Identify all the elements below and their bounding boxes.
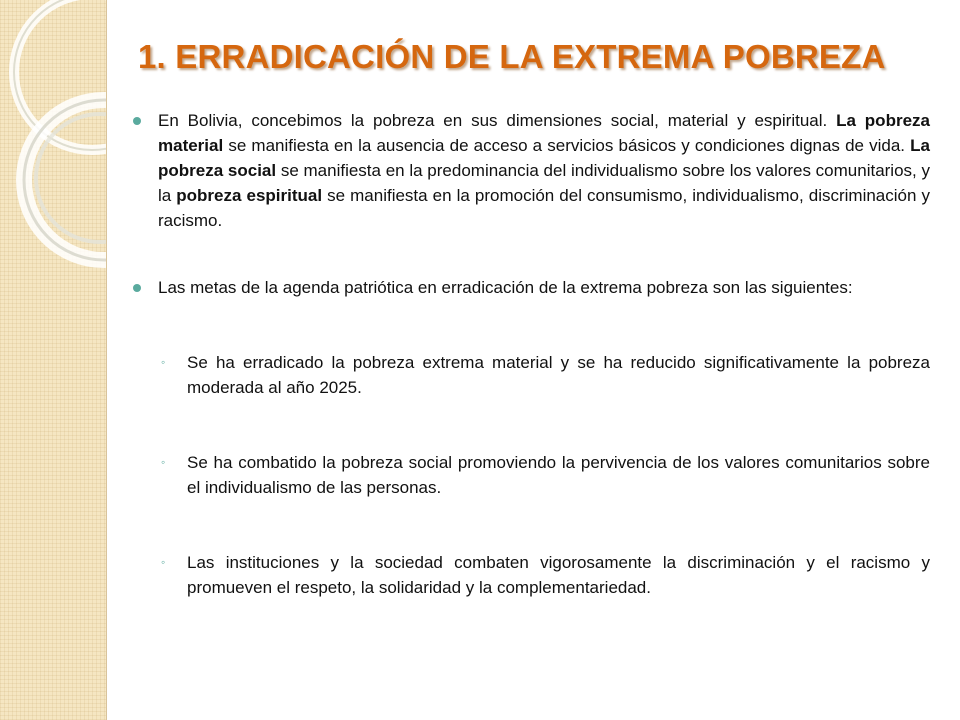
sub-bullet-item	[130, 450, 930, 500]
bold-term: La pobreza social	[158, 136, 930, 180]
bullet-dot-icon	[133, 284, 141, 292]
slide-body	[130, 108, 930, 600]
slide-title: 1. ERRADICACIÓN DE LA EXTREMA POBREZA	[138, 38, 886, 75]
sub-bullet-text: Se ha erradicado la pobreza extrema material y se ha reducido significativamente la pobreza moderada al año 2025.	[187, 353, 930, 397]
sub-bullet-item	[130, 550, 930, 600]
text-segment: En Bolivia, concebimos la pobreza en sus dimensiones social, material y espiritual.	[158, 111, 837, 130]
bullet-item	[130, 275, 930, 300]
text-segment: se manifiesta en la predominancia del individualismo sobre los valores comunitarios, y la	[158, 161, 930, 205]
ring-bullet-icon: ◦	[161, 555, 166, 569]
sub-bullet-item	[130, 350, 930, 400]
sub-bullet-text: Las instituciones y la sociedad combaten vigorosamente la discriminación y el racismo y promueven el respeto, la solidaridad y la complementariedad.	[187, 553, 930, 597]
sub-bullet-text: Se ha combatido la pobreza social promoviendo la pervivencia de los valores comunitarios sobre el individualismo de las personas.	[187, 453, 930, 497]
text-segment: se manifiesta en la ausencia de acceso a servicios básicos y condiciones dignas de vida.	[223, 136, 911, 155]
bullet-item	[130, 108, 930, 233]
bold-term: La pobreza material	[158, 111, 930, 155]
bullet-dot-icon	[133, 117, 141, 125]
bullet-text	[158, 111, 930, 230]
bullet-text: Las metas de la agenda patriótica en erradicación de la extrema pobreza son las siguientes:	[158, 278, 853, 297]
decorative-side-band	[0, 0, 107, 720]
ring-bullet-icon: ◦	[161, 455, 166, 469]
bold-term: pobreza espiritual	[176, 186, 323, 205]
decorative-circles	[0, 0, 106, 720]
ring-bullet-icon: ◦	[161, 355, 166, 369]
text-segment: se manifiesta en la promoción del consumismo, individualismo, discriminación y racismo.	[158, 186, 930, 230]
